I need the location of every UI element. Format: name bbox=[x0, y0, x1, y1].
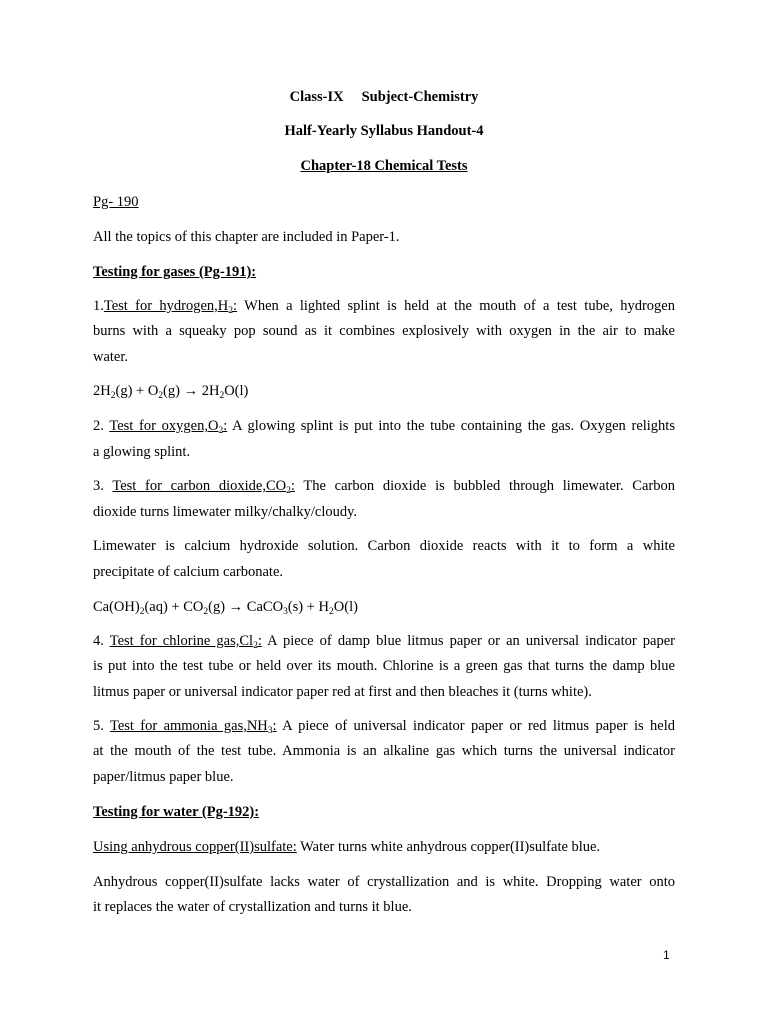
eq2-part: (aq) + CO bbox=[144, 599, 204, 615]
oxygen-test-line-2: a glowing splint. bbox=[93, 444, 191, 460]
co2-label-text: Test for carbon dioxide,CO bbox=[112, 478, 287, 494]
co2-test-label bbox=[112, 478, 295, 494]
oxygen-label-sub: 2 bbox=[218, 426, 224, 436]
chlorine-test-label bbox=[110, 633, 262, 649]
chlorine-test-line-1 bbox=[93, 632, 675, 650]
chlorine-label-text: Test for chlorine gas,Cl bbox=[109, 633, 254, 649]
hydrogen-equation bbox=[93, 382, 675, 400]
eq2-sub: 2 bbox=[139, 607, 145, 617]
hydrogen-test-line-3: water. bbox=[93, 349, 129, 365]
eq2-part: (s) + H bbox=[287, 599, 330, 615]
copper-sulfate-para-line-2: it replaces the water of crystallization and turns it blue. bbox=[93, 899, 412, 915]
eq2-part: Ca(OH) bbox=[93, 599, 140, 615]
co2-label-colon: : bbox=[290, 478, 295, 494]
eq2-sub: 2 bbox=[329, 607, 334, 617]
hydrogen-label-colon: : bbox=[233, 298, 238, 314]
water-heading bbox=[93, 803, 675, 821]
class-subject-title bbox=[0, 88, 768, 106]
eq1-sub: 2 bbox=[219, 391, 225, 401]
ammonia-label-colon: : bbox=[272, 718, 277, 734]
intro-text: All the topics of this chapter are included in Paper-1. bbox=[93, 229, 400, 245]
oxygen-text-1: A glowing splint is put into the tube containing the gas. Oxygen relights bbox=[227, 418, 675, 434]
oxygen-label-colon: : bbox=[223, 418, 228, 434]
chlorine-label-sub: 2 bbox=[253, 641, 258, 651]
hydrogen-number: 1. bbox=[93, 298, 104, 314]
ammonia-test-label bbox=[110, 718, 277, 734]
copper-sulfate-para-line-1: Anhydrous copper(II)sulfate lacks water of crystallization and is white. Dropping water onto bbox=[93, 874, 675, 890]
handout-title: Half-Yearly Syllabus Handout-4 bbox=[284, 123, 484, 139]
eq2-sub: 2 bbox=[203, 607, 209, 617]
water-heading-text: Testing for water (Pg-192): bbox=[93, 804, 260, 820]
chapter-title-text: Chapter-18 Chemical Tests bbox=[300, 158, 468, 174]
chlorine-number: 4. bbox=[93, 633, 110, 649]
gases-heading bbox=[93, 263, 675, 281]
chlorine-text-1: A piece of damp blue litmus paper or an universal indicator paper bbox=[261, 633, 675, 649]
eq1-part: (g) → 2H bbox=[163, 383, 220, 399]
page-reference bbox=[93, 193, 675, 211]
eq2-part: O(l) bbox=[333, 599, 358, 615]
eq1-part: (g) + O bbox=[115, 383, 159, 399]
co2-test-line-1 bbox=[93, 477, 675, 495]
ammonia-label-sub: 3 bbox=[267, 726, 273, 736]
page-number: 1 bbox=[663, 948, 670, 962]
hydrogen-text-1: When a lighted splint is held at the mouth of a test tube, hydrogen bbox=[237, 298, 675, 314]
chapter-title bbox=[0, 157, 768, 175]
eq2-sub: 3 bbox=[283, 607, 288, 617]
chlorine-label-colon: : bbox=[257, 633, 262, 649]
water-text-1: Water turns white anhydrous copper(II)sulfate blue. bbox=[296, 839, 601, 855]
class-label: Class-IX bbox=[289, 89, 344, 105]
gases-heading-text: Testing for gases (Pg-191): bbox=[93, 264, 257, 280]
page-reference-text: Pg- 190 bbox=[93, 194, 139, 210]
hydrogen-label-text: Test for hydrogen,H bbox=[103, 298, 229, 314]
ammonia-test-line-2: at the mouth of the test tube. Ammonia is an alkaline gas which turns the universal indicator bbox=[93, 743, 675, 759]
water-test-label: Using anhydrous copper(II)sulfate: bbox=[93, 839, 297, 855]
ammonia-test-line-3: paper/litmus paper blue. bbox=[93, 769, 234, 785]
eq1-sub: 2 bbox=[158, 391, 164, 401]
chlorine-test-line-2: is put into the test tube or held over its mouth. Chlorine is a green gas that turns the damp blue bbox=[93, 658, 675, 674]
oxygen-test-line-1 bbox=[93, 417, 675, 435]
co2-test-line-2: dioxide turns limewater milky/chalky/cloudy. bbox=[93, 504, 358, 520]
limewater-para-line-2: precipitate of calcium carbonate. bbox=[93, 564, 284, 580]
co2-label-sub: 2 bbox=[286, 486, 291, 496]
ammonia-number: 5. bbox=[93, 718, 110, 734]
oxygen-label-text: Test for oxygen,O bbox=[109, 418, 219, 434]
hydrogen-test-line-1 bbox=[93, 297, 675, 315]
oxygen-number: 2. bbox=[93, 418, 110, 434]
ammonia-label-text: Test for ammonia gas,NH bbox=[109, 718, 268, 734]
co2-text-1: The carbon dioxide is bubbled through limewater. Carbon bbox=[294, 478, 675, 494]
hydrogen-label-sub: 2 bbox=[228, 306, 234, 316]
water-test-line-1 bbox=[93, 838, 675, 856]
co2-equation bbox=[93, 598, 675, 616]
limewater-para-line-1: Limewater is calcium hydroxide solution. Carbon dioxide reacts with it to form a white bbox=[93, 538, 675, 554]
ammonia-test-line-1 bbox=[93, 717, 675, 735]
eq2-part: (g) → CaCO bbox=[208, 599, 284, 615]
subject-label: Subject-Chemistry bbox=[361, 89, 479, 105]
eq1-part: O(l) bbox=[224, 383, 249, 399]
eq1-part: 2H bbox=[93, 383, 111, 399]
hydrogen-test-label bbox=[104, 298, 237, 314]
chlorine-test-line-3: litmus paper or universal indicator paper red at first and then bleaches it (turns white). bbox=[93, 684, 592, 700]
oxygen-test-label bbox=[109, 418, 227, 434]
ammonia-text-1: A piece of universal indicator paper or red litmus paper is held bbox=[276, 718, 675, 734]
co2-number: 3. bbox=[93, 478, 113, 494]
eq1-sub: 2 bbox=[110, 391, 116, 401]
hydrogen-test-line-2: burns with a squeaky pop sound as it combines explosively with oxygen in the air to make bbox=[93, 323, 675, 339]
